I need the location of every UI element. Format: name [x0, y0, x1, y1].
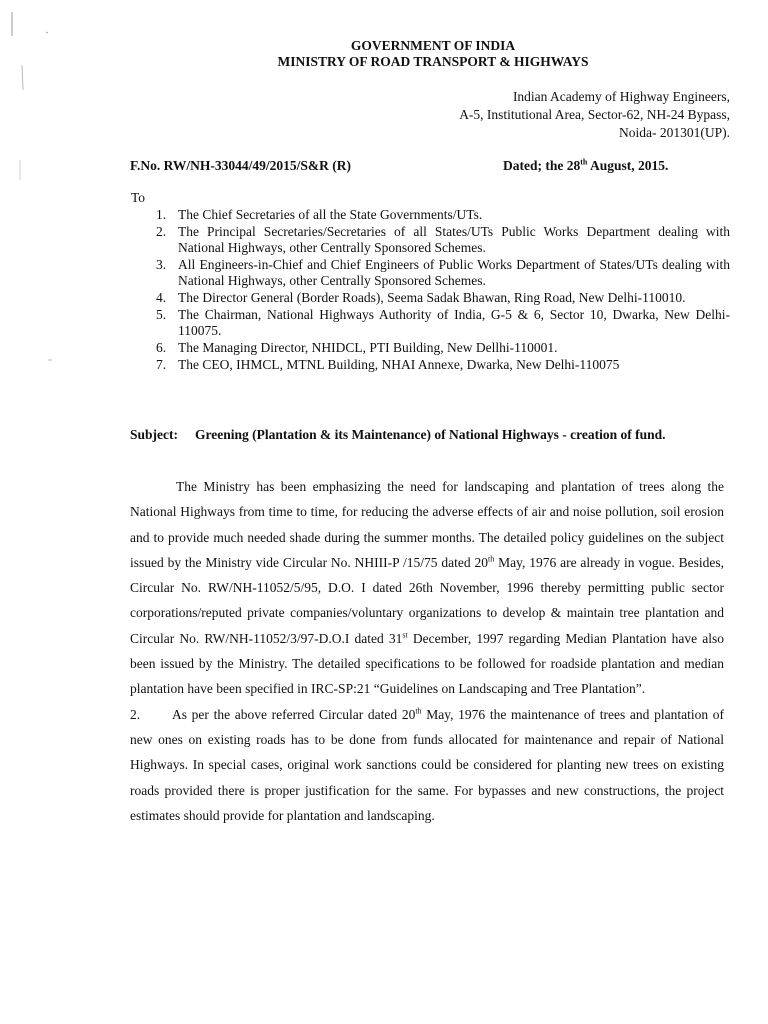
ordinal-suffix: th [488, 554, 495, 564]
ministry-title: MINISTRY OF ROAD TRANSPORT & HIGHWAYS [277, 54, 589, 69]
item-text: The Chairman, National Highways Authority of India, G-5 & 6, Sector 10, Dwarka, New Delhi-110075. [178, 307, 730, 338]
item-number: 2. [156, 224, 167, 239]
file-number: F.No. RW/NH-33044/49/2015/S&R (R) [130, 158, 352, 173]
address-line: A-5, Institutional Area, Sector-62, NH-24 Bypass, [459, 107, 730, 122]
to-label: To [131, 190, 146, 205]
subject-label: Subject: [130, 427, 178, 442]
item-number: 3. [156, 257, 167, 272]
list-item [130, 340, 730, 356]
list-item [130, 224, 730, 256]
item-number: 5. [156, 307, 167, 322]
item-number: 4. [156, 290, 167, 305]
paragraph-text: May, 1976 the maintenance of trees and plantation of new ones on existing roads has to be done from funds allocated for maintenance and repair of National Highways. In special cases, original work sanctions could be considered for planting new trees on existing roads provided there is proper justification for the same. For bypasses and new constructions, the project estimates should provide for plantation and landscaping. [130, 706, 724, 823]
address-line: Noida- 201301(UP). [619, 125, 730, 140]
paragraph-1 [130, 474, 724, 702]
paragraph-text: The Ministry has been emphasizing the need for landscaping and plantation of trees along the National Highways from time to time, for reducing the adverse effects of air and noise pollution, soil erosion and to provide much needed shade during the summer months. The detailed policy guidelines on the subject issued by the Ministry vide Circular No. NHIII-P /15/75 dated 20 [130, 479, 724, 570]
ordinal-suffix: th [415, 706, 422, 716]
ordinal-suffix: st [402, 630, 408, 640]
government-title: GOVERNMENT OF INDIA [350, 38, 516, 53]
list-item [130, 290, 730, 306]
paragraph-text: December, 1997 regarding Median Plantation have also been issued by the Ministry. The detailed specifications to be followed for roadside plantation and median plantation have been specified in IRC-SP:21 “Guidelines on Landscaping and Tree Plantation”. [130, 630, 724, 697]
recipient-list [130, 207, 730, 374]
date-ordinal: th [580, 157, 588, 167]
item-text: The Principal Secretaries/Secretaries of all States/UTs Public Works Department dealing with National Highways, other Centrally Sponsored Schemes. [178, 224, 730, 255]
paragraph-2 [130, 702, 724, 828]
paragraph-text: May, 1976 are already in vogue. Besides, Circular No. RW/NH-11052/5/95, D.O. I dated 26th November, 1996 thereby permitting public sector corporations/reputed private companies/voluntary organizations to develop & maintain tree plantation and Circular No. RW/NH-11052/3/97-D.O.I dated 31 [130, 554, 724, 646]
list-item [130, 257, 730, 289]
paragraph-text: As per the above referred Circular dated 20 [172, 706, 416, 722]
item-text: The Managing Director, NHIDCL, PTI Building, New Dellhi-110001. [178, 340, 558, 355]
subject-text: Greening (Plantation & its Maintenance) of National Highways - creation of fund. [195, 427, 666, 442]
item-text: The Director General (Border Roads), Seema Sadak Bhawan, Ring Road, New Delhi-110010. [178, 290, 686, 305]
paragraph-number: 2. [130, 706, 141, 722]
date-suffix: August, 2015. [587, 158, 669, 173]
address-line: Indian Academy of Highway Engineers, [512, 89, 730, 104]
date-line [503, 158, 668, 174]
date-prefix: Dated; the 28 [503, 158, 581, 173]
item-number: 7. [156, 357, 167, 372]
item-text: The CEO, IHMCL, MTNL Building, NHAI Annexe, Dwarka, New Delhi-110075 [178, 357, 620, 372]
item-text: All Engineers-in-Chief and Chief Engineers of Public Works Department of States/UTs dealing with National Highways, other Centrally Sponsored Schemes. [178, 257, 730, 288]
item-number: 6. [156, 340, 167, 355]
list-item [130, 207, 730, 223]
sender-address [459, 88, 730, 142]
list-item [130, 357, 730, 373]
item-number: 1. [156, 207, 167, 222]
letterhead [0, 38, 768, 70]
list-item [130, 307, 730, 339]
item-text: The Chief Secretaries of all the State Governments/UTs. [178, 207, 483, 222]
letter-body [130, 474, 724, 828]
subject-line [130, 426, 730, 443]
